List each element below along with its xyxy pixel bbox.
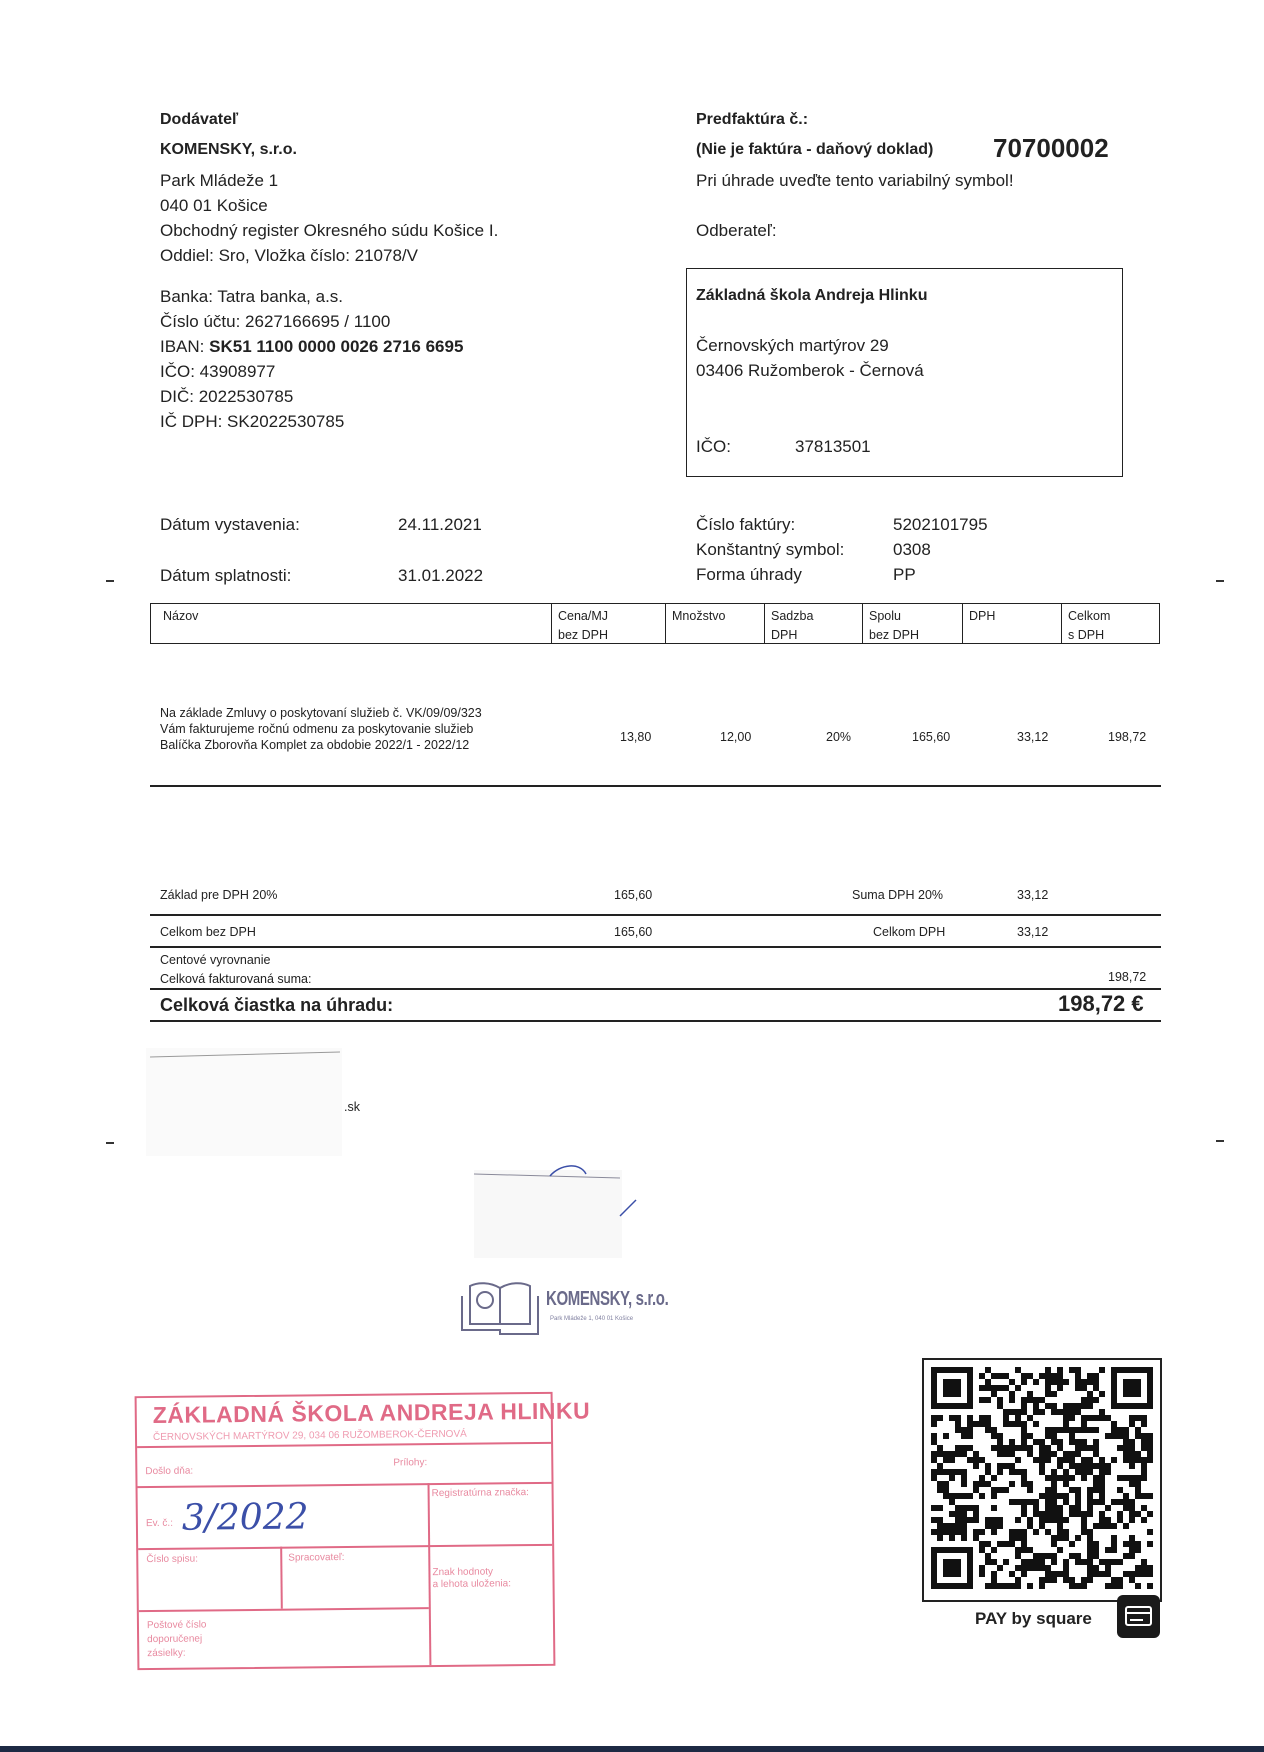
- customer-heading: Odberateľ:: [696, 221, 777, 240]
- payment-form-value: PP: [893, 565, 916, 584]
- due-date-value: 31.01.2022: [398, 566, 484, 585]
- stamp-dosho-label: Došlo dňa:: [145, 1465, 194, 1478]
- summary-divider-2: [150, 946, 1161, 948]
- supplier-ic-dph: IČ DPH: SK2022530785: [160, 412, 345, 431]
- customer-street: Černovských martýrov 29: [696, 336, 889, 355]
- stamp-reg-label: Registratúrna značka:: [431, 1487, 529, 1500]
- item-price: 13,80: [620, 730, 652, 744]
- contact-domain: .sk: [344, 1100, 360, 1114]
- edge-mark-right-2: [1216, 1140, 1224, 1142]
- card-icon: [1117, 1595, 1160, 1638]
- iban-label: IBAN:: [160, 337, 210, 356]
- th-vat: DPH: [969, 609, 996, 623]
- registry-stamp: [135, 1392, 591, 1670]
- supplier-account: Číslo účtu: 2627166695 / 1100: [160, 312, 391, 331]
- stamp-postal-label1: Poštové číslo: [146, 1619, 207, 1632]
- th-net: Spolu bez DPH: [869, 609, 920, 642]
- invoice-no-value: 5202101795: [893, 515, 988, 534]
- item-rate: 20%: [826, 730, 852, 744]
- supplier-city: 040 01 Košice: [160, 196, 268, 215]
- customer-ico-value: 37813501: [795, 437, 871, 456]
- qr-caption: PAY by square: [975, 1609, 1092, 1628]
- supplier-dic: DIČ: 2022530785: [160, 387, 294, 406]
- issued-label: Dátum vystavenia:: [160, 515, 300, 534]
- signature-strokes: [470, 1156, 650, 1236]
- stamp-prilohy-label: Prílohy:: [393, 1457, 428, 1469]
- vat-base-label: Základ pre DPH 20%: [160, 888, 278, 902]
- const-symbol-value: 0308: [893, 540, 931, 559]
- stamp-evc-label: Ev. č.:: [145, 1517, 174, 1530]
- stamp-postal-label2: doporučenej: [147, 1633, 203, 1646]
- invoiced-value: 198,72: [1108, 970, 1147, 984]
- total-vat-value: 33,12: [1017, 925, 1049, 939]
- edge-mark-left-2: [106, 1142, 114, 1144]
- summary-divider-3: [150, 988, 1161, 990]
- supplier-register: Obchodný register Okresného súdu Košice I.: [160, 221, 499, 240]
- supplier-name: KOMENSKY, s.r.o.: [160, 141, 297, 158]
- total-net-value: 165,60: [614, 925, 653, 939]
- iban-value: SK51 1100 0000 0026 2716 6695: [209, 337, 464, 356]
- th-name: Názov: [163, 609, 199, 623]
- redacted-contact-area: [146, 1048, 342, 1156]
- stamp-spracovatel-label: Spracovateľ:: [288, 1552, 345, 1564]
- edge-mark-left-1: [106, 580, 114, 582]
- th-total: Celkom s DPH: [1068, 609, 1111, 642]
- item-desc-line1: Na základe Zmluvy o poskytovaní služieb č. VK/09/09/323: [160, 706, 482, 720]
- invoice-note: Pri úhrade uveďte tento variabilný symbol!: [696, 171, 1014, 190]
- invoice-title: Predfaktúra č.:: [696, 111, 809, 128]
- item-qty: 12,00: [720, 730, 752, 744]
- logo-small-text: Park Mládeže 1, 040 01 Košice: [550, 1316, 634, 1322]
- items-divider: [150, 785, 1161, 787]
- vat-base-value: 165,60: [614, 888, 653, 902]
- payment-form-label: Forma úhrady: [696, 565, 802, 584]
- invoice-subtitle: (Nie je faktúra - daňový doklad): [696, 141, 934, 158]
- logo-company-name: KOMENSKY, s.r.o.: [546, 1288, 669, 1310]
- item-net: 165,60: [912, 730, 951, 744]
- amount-due-label: Celková čiastka na úhradu:: [160, 995, 394, 1015]
- supplier-ico: IČO: 43908977: [160, 362, 276, 381]
- supplier-bank: Banka: Tatra banka, a.s.: [160, 287, 344, 306]
- items-table-header: [150, 603, 1160, 644]
- supplier-section: Oddiel: Sro, Vložka číslo: 21078/V: [160, 246, 418, 265]
- summary-divider-1: [150, 914, 1161, 916]
- customer-name: Základná škola Andreja Hlinku: [696, 287, 928, 304]
- card-glyph: [1117, 1595, 1160, 1638]
- item-desc-line2: Vám fakturujeme ročnú odmenu za poskytovanie služieb: [160, 722, 474, 736]
- vat-sum-label: Suma DPH 20%: [852, 888, 944, 902]
- invoice-no-label: Číslo faktúry:: [696, 515, 796, 534]
- invoice-number: 70700002: [993, 133, 1109, 163]
- customer-box: [686, 268, 1123, 477]
- stamp-address: ČERNOVSKÝCH MARTÝROV 29, 034 06 RUŽOMBEROK-ČERNOVÁ: [152, 1428, 467, 1444]
- summary-divider-4: [150, 1020, 1161, 1022]
- edge-mark-right-1: [1216, 580, 1224, 582]
- supplier-heading: Dodávateľ: [160, 111, 239, 128]
- due-date-label: Dátum splatnosti:: [160, 566, 292, 585]
- const-symbol-label: Konštantný symbol:: [696, 540, 845, 559]
- company-logo: [460, 1278, 670, 1338]
- total-vat-label: Celkom DPH: [873, 925, 946, 939]
- stamp-postal-label3: zásielky:: [147, 1647, 186, 1660]
- item-total: 198,72: [1108, 730, 1147, 744]
- vat-sum-value: 33,12: [1017, 888, 1049, 902]
- stamp-title: ZÁKLADNÁ ŠKOLA ANDREJA HLINKU: [152, 1397, 591, 1429]
- scan-bottom-bar: [0, 1746, 1264, 1752]
- item-desc-line3: Balíčka Zborovňa Komplet za obdobie 2022/1 - 2022/12: [160, 738, 470, 752]
- stamp-znak-label1: Znak hodnoty: [432, 1566, 494, 1579]
- th-qty: Množstvo: [672, 609, 726, 623]
- item-vat: 33,12: [1017, 730, 1049, 744]
- customer-ico-label: IČO:: [696, 437, 731, 456]
- book-logo-icon: [460, 1278, 542, 1336]
- supplier-iban: [160, 337, 463, 357]
- rounding-label: Centové vyrovnanie: [160, 953, 271, 967]
- th-price: Cena/MJ bez DPH: [558, 609, 609, 642]
- stamp-evc-value: 3/2022: [181, 1496, 309, 1539]
- qr-code-icon: [924, 1360, 1160, 1600]
- th-rate: Sadzba DPH: [771, 609, 814, 642]
- stamp-znak-label2: a lehota uloženia:: [432, 1578, 512, 1591]
- issued-value: 24.11.2021: [398, 515, 482, 534]
- total-net-label: Celkom bez DPH: [160, 925, 256, 939]
- supplier-street: Park Mládeže 1: [160, 171, 279, 190]
- pay-by-square-qr: [922, 1358, 1162, 1602]
- invoiced-label: Celková fakturovaná suma:: [160, 972, 312, 986]
- customer-city: 03406 Ružomberok - Černová: [696, 361, 924, 380]
- stamp-spis-label: Číslo spisu:: [146, 1553, 199, 1566]
- amount-due-value: 198,72 €: [1058, 991, 1144, 1016]
